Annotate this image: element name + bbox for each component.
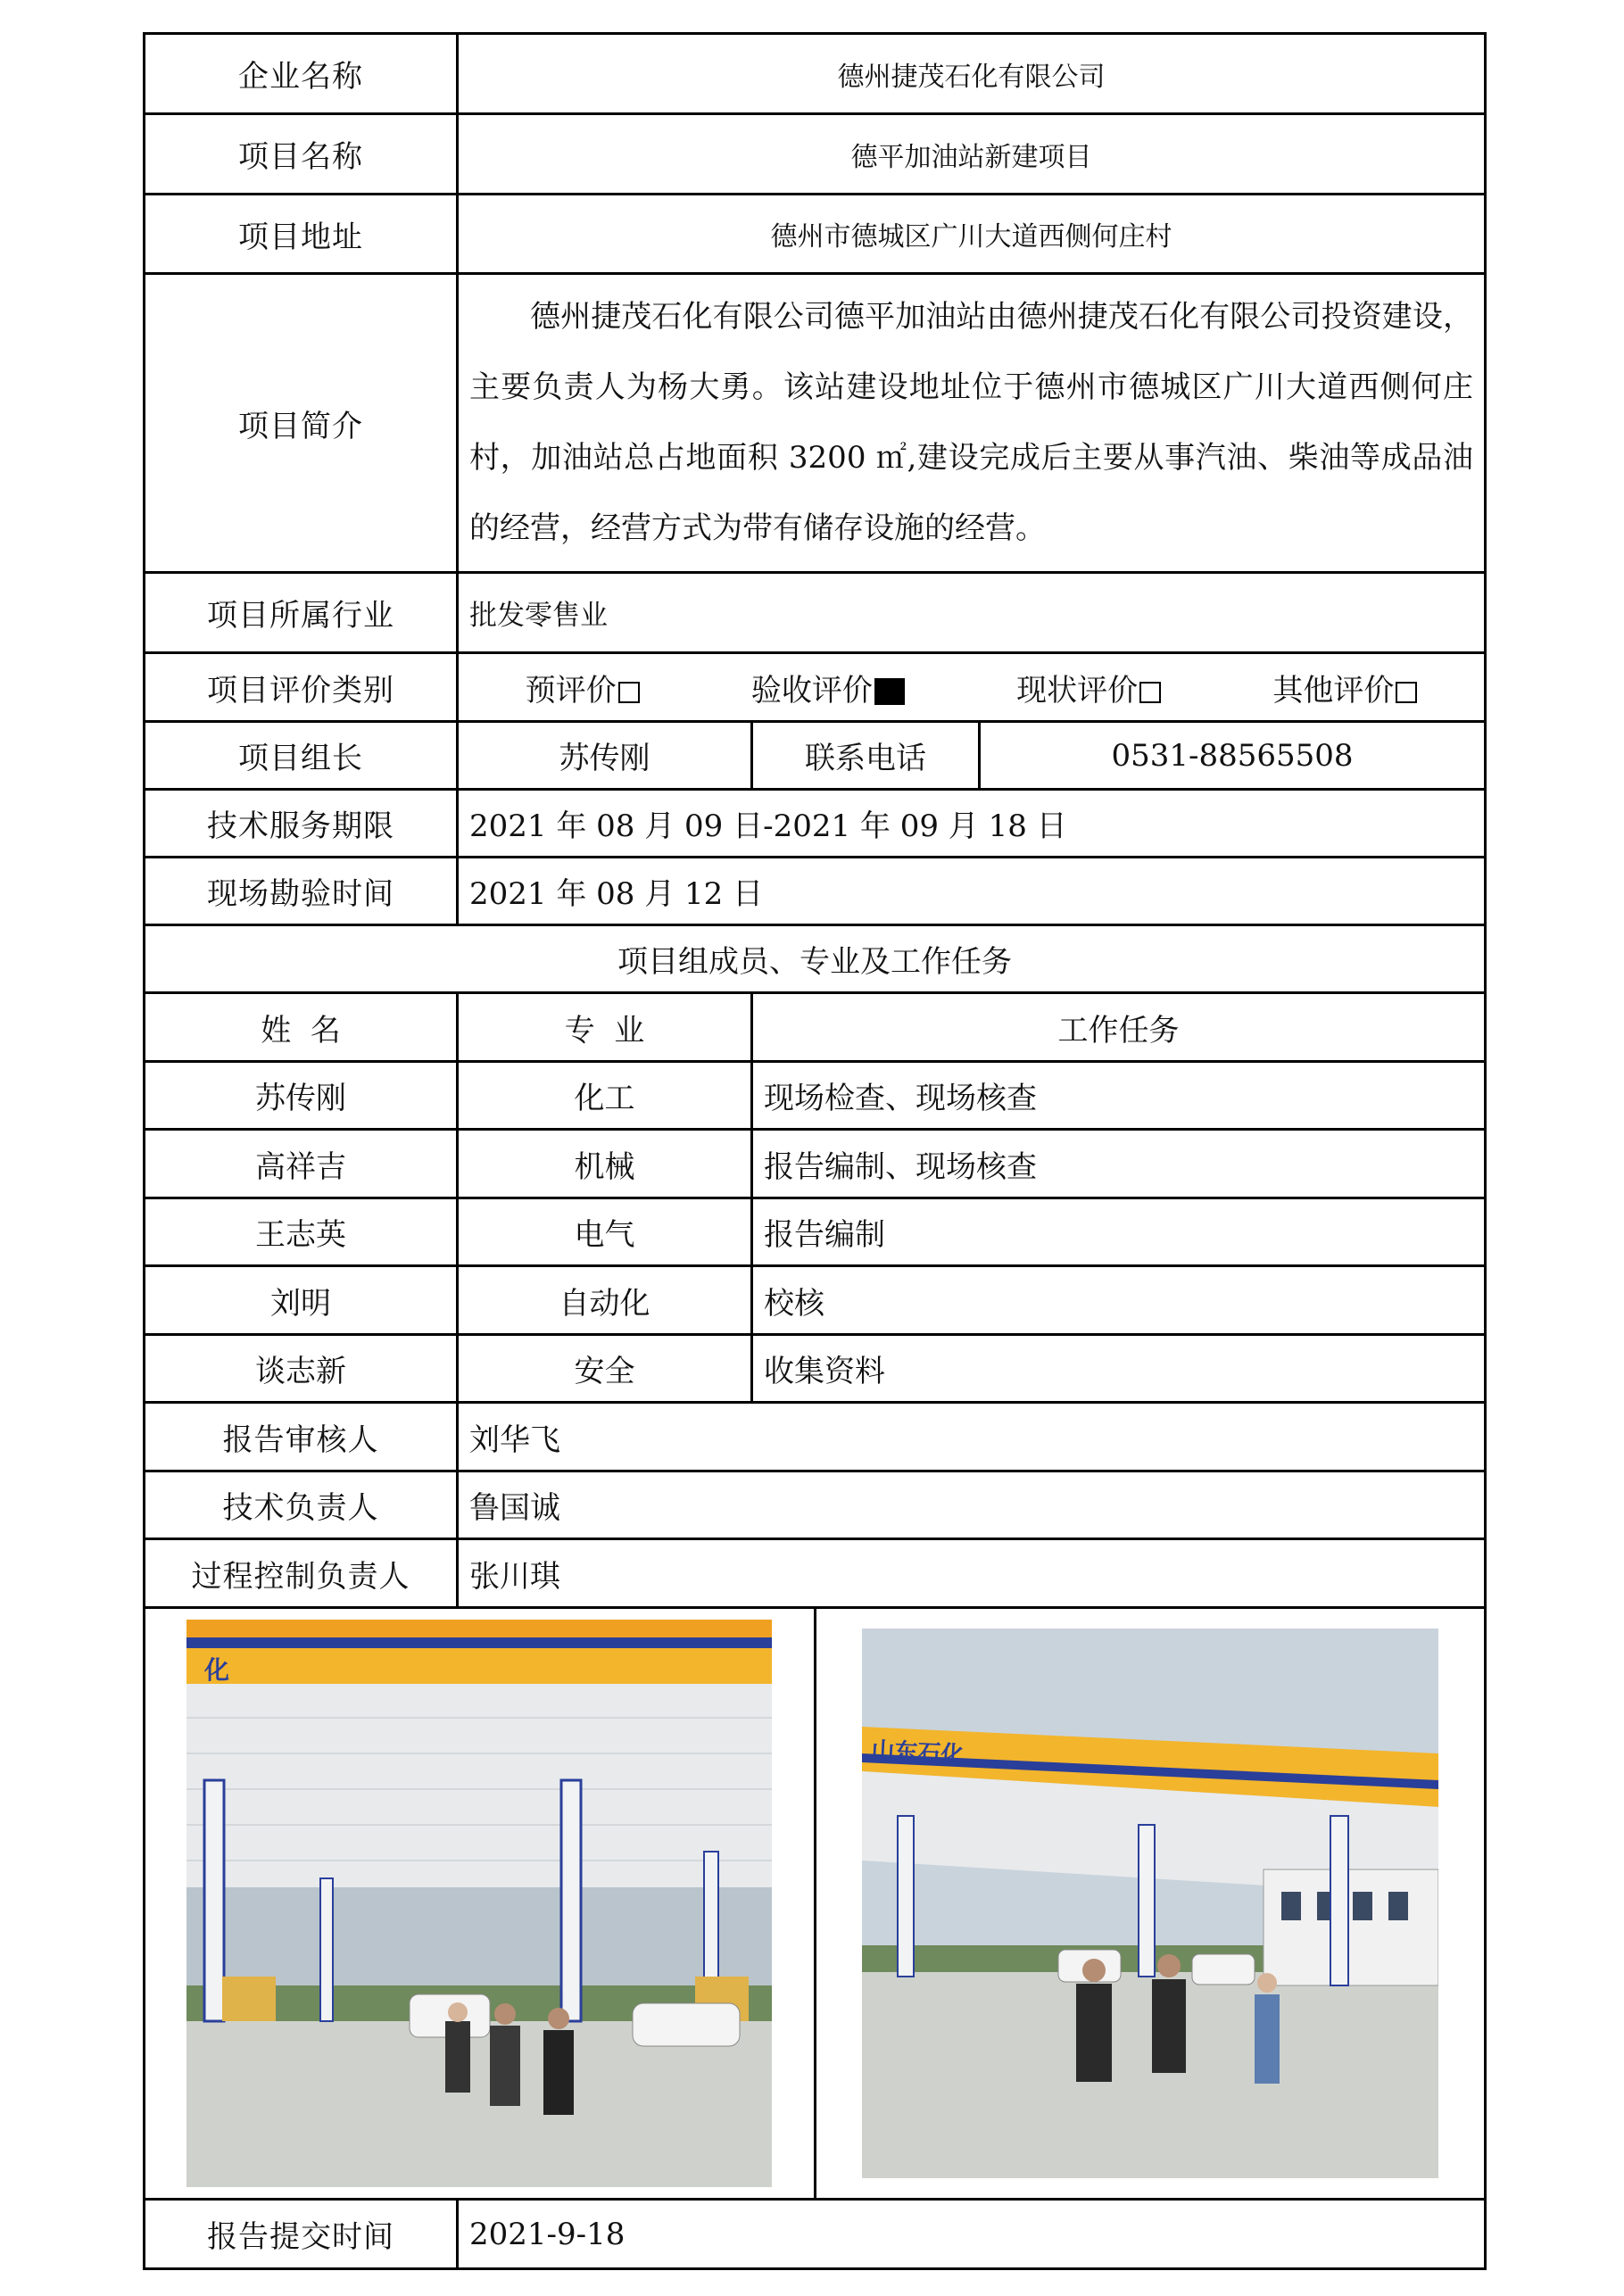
site-photo-left-wrap (145, 1609, 814, 2198)
process-lead-value: 张川琪 (458, 1539, 1486, 1608)
member-specialty: 自动化 (458, 1266, 752, 1335)
table-row (145, 1266, 1486, 1335)
member-specialty: 机械 (458, 1130, 752, 1198)
option-status-evaluation-label: 现状评价 (1016, 672, 1139, 709)
table-row (145, 1335, 1486, 1403)
table-row (145, 1130, 1486, 1198)
members-section-row (145, 925, 1486, 993)
evaluation-type-label: 项目评价类别 (145, 653, 458, 722)
member-specialty: 安全 (458, 1335, 752, 1403)
project-intro-text: 德州捷茂石化有限公司德平加油站由德州捷茂石化有限公司投资建设，主要负责人为杨大勇。该站建设地址位于德州市德城区广川大道西侧何庄村，加油站总占地面积 3200 ㎡,建设完成后主要从事汽油、柴油等成品油的经营，经营方式为带有储存设施的经营。 (458, 274, 1486, 573)
service-period-value: 2021 年 08 月 09 日-2021 年 09 月 18 日 (458, 790, 1486, 858)
submit-date-row (145, 2200, 1486, 2269)
member-task: 收集资料 (752, 1335, 1486, 1403)
header-name: 姓 名 (145, 993, 458, 1062)
process-lead-row (145, 1539, 1486, 1608)
header-specialty: 专 业 (458, 993, 752, 1062)
report-reviewer-value: 刘华飞 (458, 1403, 1486, 1471)
right-sign-text: 山东石化 (870, 1737, 965, 1770)
left-sign-text: 化 (204, 1655, 230, 1685)
project-name-value: 德平加油站新建项目 (458, 114, 1486, 195)
option-other-evaluation-label: 其他评价 (1272, 672, 1395, 709)
checked-box-icon[interactable] (874, 678, 905, 705)
service-period-row (145, 790, 1486, 858)
team-leader-value: 苏传刚 (458, 722, 752, 790)
site-photo-right-wrap (816, 1609, 1485, 2198)
survey-date-value: 2021 年 08 月 12 日 (458, 858, 1486, 925)
company-value: 德州捷茂石化有限公司 (458, 34, 1486, 114)
unchecked-box-icon[interactable] (618, 682, 640, 703)
company-row (145, 34, 1486, 114)
site-photos (145, 1608, 1486, 2200)
member-name: 王志英 (145, 1198, 458, 1266)
header-task: 工作任务 (752, 993, 1486, 1062)
service-period-label: 技术服务期限 (145, 790, 458, 858)
member-specialty: 电气 (458, 1198, 752, 1266)
member-name: 苏传刚 (145, 1062, 458, 1130)
industry-value: 批发零售业 (458, 573, 1486, 653)
phone-label: 联系电话 (752, 722, 980, 790)
unchecked-box-icon[interactable] (1396, 682, 1417, 703)
tech-lead-label: 技术负责人 (145, 1471, 458, 1539)
industry-label: 项目所属行业 (145, 573, 458, 653)
members-header-row (145, 993, 1486, 1062)
option-acceptance-evaluation[interactable] (751, 666, 905, 709)
project-name-row (145, 114, 1486, 195)
project-name-label: 项目名称 (145, 114, 458, 195)
survey-date-label: 现场勘验时间 (145, 858, 458, 925)
unchecked-box-icon[interactable] (1139, 682, 1161, 703)
member-task: 校核 (752, 1266, 1486, 1335)
industry-row (145, 573, 1486, 653)
members-section-title: 项目组成员、专业及工作任务 (145, 925, 1486, 993)
project-address-label: 项目地址 (145, 195, 458, 274)
project-address-row (145, 195, 1486, 274)
team-leader-row (145, 722, 1486, 790)
evaluation-type-options (458, 653, 1486, 722)
table-row (145, 1062, 1486, 1130)
member-name: 高祥吉 (145, 1130, 458, 1198)
team-leader-label: 项目组长 (145, 722, 458, 790)
evaluation-type-row (145, 653, 1486, 722)
report-reviewer-row (145, 1403, 1486, 1471)
phone-value: 0531-88565508 (980, 722, 1486, 790)
tech-lead-value: 鲁国诚 (458, 1471, 1486, 1539)
option-pre-evaluation-label: 预评价 (525, 672, 617, 709)
photo-row (145, 1608, 1486, 2200)
member-name: 刘明 (145, 1266, 458, 1335)
member-specialty: 化工 (458, 1062, 752, 1130)
tech-lead-row (145, 1471, 1486, 1539)
submit-date-value: 2021-9-18 (458, 2200, 1486, 2269)
report-reviewer-label: 报告审核人 (145, 1403, 458, 1471)
evaluation-info-form (143, 32, 1487, 2270)
option-pre-evaluation[interactable] (526, 666, 640, 709)
member-task: 报告编制、现场核查 (752, 1130, 1486, 1198)
process-lead-label: 过程控制负责人 (145, 1539, 458, 1608)
site-photo-right (862, 1629, 1438, 2178)
option-acceptance-evaluation-label: 验收评价 (750, 672, 873, 709)
table-row (145, 1198, 1486, 1266)
member-task: 报告编制 (752, 1198, 1486, 1266)
project-address-value: 德州市德城区广川大道西侧何庄村 (458, 195, 1486, 274)
project-intro-row (145, 274, 1486, 573)
submit-date-label: 报告提交时间 (145, 2200, 458, 2269)
survey-date-row (145, 858, 1486, 925)
member-task: 现场检查、现场核查 (752, 1062, 1486, 1130)
member-name: 谈志新 (145, 1335, 458, 1403)
option-status-evaluation[interactable] (1016, 666, 1161, 709)
site-photo-left (186, 1620, 772, 2187)
company-label: 企业名称 (145, 34, 458, 114)
project-intro-label: 项目简介 (145, 274, 458, 573)
option-other-evaluation[interactable] (1272, 666, 1417, 709)
